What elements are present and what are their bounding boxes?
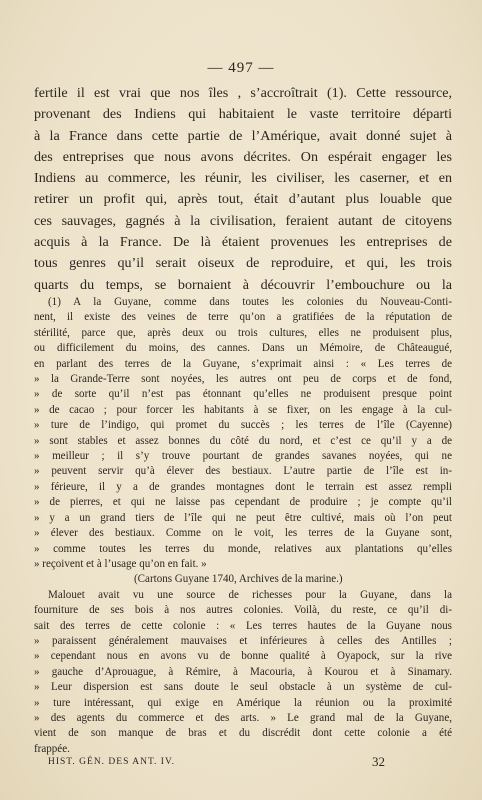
body-line: à la France dans cette partie de l’Amérique, avait donné sujet à (34, 127, 452, 144)
body-line: provenant des Indiens qui habitaient le vaste territoire départi (34, 106, 452, 123)
footnote-line: fourniture de ses bois à nos autres colonies. Voilà, du reste, ce qu’il di- (34, 604, 452, 617)
footnote-line: » gauche d’Aprouague, à Rémire, à Macouria, à Kourou et à Sinamary. (34, 665, 452, 678)
footnote-line: » ture de l’indigo, qui promet du succès ; les terres de l’île (Cayenne) (34, 419, 452, 432)
footnote-line: » de cacao ; pour forcer les habitants à se fixer, on les engage à la cul- (34, 403, 452, 416)
footnote-line: » Leur dispersion est sans doute le seul obstacle à un système de cul- (34, 681, 452, 694)
body-line: quarts du temps, se bornaient à découvrir l’embouchure ou la (34, 276, 452, 293)
footnote-line: » paraissent généralement mauvaises et inférieures à celles des Antilles ; (34, 634, 452, 647)
footnote-line: en parlant des terres de la Guyane, s’exprimait ainsi : « Les terres de (34, 357, 452, 370)
body-line: tous genres qu’il serait oiseux de reproduire, et qui, les trois (34, 255, 452, 272)
footnote-line: » des agents du commerce et des arts. » Le grand mal de la Guyane, (34, 711, 452, 724)
footnote-line: » cependant nous en avons vu de bonne qualité à Oyapock, sur la rive (34, 650, 452, 663)
footnotes (34, 295, 452, 757)
footnote-line: » ture intéressant, qui exige en Amérique la réunion ou la proximité (34, 696, 452, 709)
footnote-line: vient de son manque de bras et du discrédit dont cette colonie a été (34, 727, 452, 740)
footnote-line: » meilleur ; il s’y trouve pourtant de grandes savanes noyées, qui ne (34, 450, 452, 463)
footnote-line: » férieure, il y a de grandes montagnes dont le terrain est assez rempli (34, 480, 452, 493)
body-text (34, 83, 452, 296)
footnote-line: » sont stables et assez bonnes du côté du nord, et c’est ce qu’il y a de (34, 434, 452, 447)
footnote-line: » de sorte qu’il n’est pas étonnant qu’elles ne produisent presque point (34, 388, 452, 401)
footnote-line: Malouet avait vu une source de richesses pour la Guyane, dans la (48, 588, 452, 601)
body-line: retirer un profit qui, après tout, était d’autant plus louable que (34, 191, 452, 208)
footnote-line: nent, il existe des veines de terre qu’on a gratifiées de la réputation de (34, 311, 452, 324)
page-number: — 497 — (207, 60, 275, 76)
footnote-line: » comme toutes les terres du monde, relatives aux plantations qu’elles (34, 542, 452, 555)
footnote-line: stérilité, parce que, après deux ou trois cultures, elles ne produisent plus, (34, 326, 452, 339)
footnote-line: » la Grande-Terre sont noyées, les autres ont peu de corps et de fond, (34, 373, 452, 386)
footnote-line: frappée. (34, 742, 70, 755)
footnote-source: (Cartons Guyane 1740, Archives de la marine.) (134, 573, 343, 586)
footnote-line: sait des terres de cette colonie : « Les terres hautes de la Guyane nous (34, 619, 452, 632)
footnote-line: (1) A la Guyane, comme dans toutes les colonies du Nouveau-Conti- (48, 296, 452, 308)
footnote-line: ou difficilement du moins, des cannes. Dans un Mémoire, de Châteaugué, (34, 342, 452, 355)
footnote-line: » peuvent servir qu’à élever des bestiaux. L’autre partie de l’île est in- (34, 465, 452, 478)
footnote-line: » y a un grand tiers de l’île qui ne peut être cultivé, mais où l’on peut (34, 511, 452, 524)
body-line: fertile il est vrai que nos îles , s’accroîtrait (1). Cette ressource, (34, 85, 452, 101)
footnote-line: » de pierres, et qui ne laisse pas cependant de produire ; je compte qu’il (34, 496, 452, 509)
body-line: acquis à la France. De là étaient provenues les entreprises de (34, 234, 452, 251)
body-line: Indiens au commerce, les réunir, les civiliser, les caserner, et en (34, 170, 452, 187)
body-line: des entreprises que nous avons décrites. On espérait engager les (34, 148, 452, 165)
footnote-line: » élever des bestiaux. Comme on le voit, les terres de la Guyane sont, (34, 527, 452, 540)
sheet-number: 32 (372, 754, 385, 769)
signature-mark: HIST. GÉN. DES ANT. IV. (48, 757, 175, 767)
body-line: ces sauvages, gagnés à la civilisation, feraient autant de citoyens (34, 212, 452, 229)
footnote-line: » reçoivent et à l’usage qu’on en fait. » (34, 557, 207, 570)
